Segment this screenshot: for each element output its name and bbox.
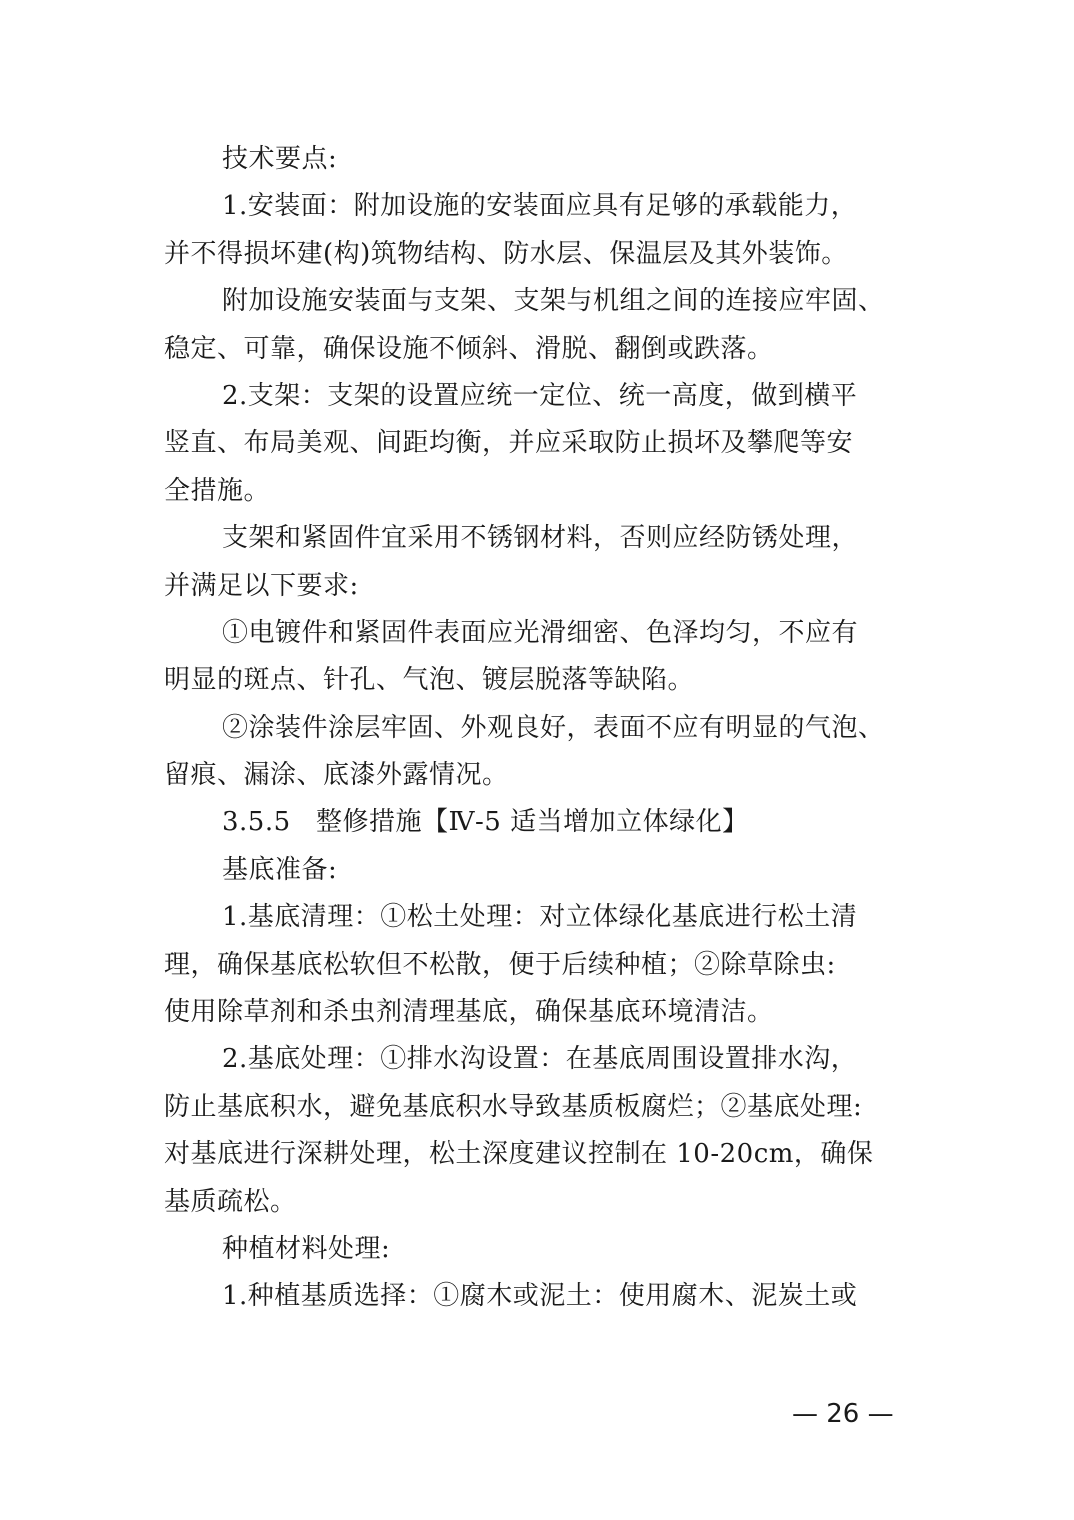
line-text: 基底准备: [222,854,338,885]
line-text: 2.基底处理：①排水沟设置：在基底周围设置排水沟， [222,1044,858,1075]
body-text [164,136,924,1321]
line-text: 稳定、可靠，确保设施不倾斜、滑脱、翻倒或跌落。 [164,333,774,364]
text-line [164,563,924,610]
text-line [164,136,924,183]
text-line [164,752,924,799]
section-number: 3.5.5 [222,807,291,838]
text-line [164,515,924,562]
text-line [164,610,924,657]
line-text: ①电镀件和紧固件表面应光滑细密、色泽均匀，不应有 [222,617,859,648]
text-line [164,894,924,941]
line-text: 附加设施安装面与支架、支架与机组之间的连接应牢固、 [222,286,885,317]
line-text: 技术要点: [222,144,338,174]
line-text: 使用除草剂和杀虫剂清理基底，确保基底环境清洁。 [164,997,774,1028]
line-text: 明显的斑点、针孔、气泡、镀层脱落等缺陷。 [164,665,695,696]
text-line [164,705,924,752]
line-text: 并不得损坏建(构)筑物结构、防水层、保温层及其外装饰。 [164,238,848,269]
page-number: — 26 — [792,1399,894,1429]
line-text: 理，确保基底松软但不松散，便于后续种植；②除草除虫: [164,949,836,980]
line-text: ②涂装件涂层牢固、外观良好，表面不应有明显的气泡、 [222,712,885,743]
line-text: 并满足以下要求: [164,570,359,601]
text-line [164,1084,924,1131]
line-text: 1.基底清理：①松土处理：对立体绿化基底进行松土清 [222,902,858,933]
text-line [164,278,924,325]
text-line [164,183,924,230]
text-line [164,1273,924,1320]
text-line [164,420,924,467]
text-line [164,1131,924,1178]
line-text: 留痕、漏涂、底漆外露情况。 [164,760,509,791]
line-text: 竖直、布局美观、间距均衡，并应采取防止损坏及攀爬等安 [164,428,854,459]
text-line [164,657,924,704]
text-line [164,942,924,989]
line-text: 全措施。 [164,475,271,506]
line-text: 1.种植基质选择：①腐木或泥土：使用腐木、泥炭土或 [222,1281,858,1312]
text-line [164,1226,924,1273]
section-heading [164,799,924,846]
line-text: 防止基底积水，避免基底积水导致基质板腐烂；②基底处理: [164,1091,863,1122]
text-line [164,326,924,373]
line-text: 对基底进行深耕处理，松土深度建议控制在 10-20cm，确保 [164,1139,874,1170]
text-line [164,231,924,278]
line-text: 1.安装面：附加设施的安装面应具有足够的承载能力， [222,191,858,222]
text-line [164,1179,924,1226]
text-line [164,468,924,515]
line-text: 种植材料处理: [222,1233,391,1264]
section-title: 整修措施【Ⅳ-5 适当增加立体绿化】 [316,807,749,838]
text-line [164,989,924,1036]
text-line [164,1036,924,1083]
line-text: 支架和紧固件宜采用不锈钢材料，否则应经防锈处理， [222,523,859,554]
text-line [164,847,924,894]
line-text: 基质疏松。 [164,1186,297,1217]
text-line [164,373,924,420]
line-text: 2.支架：支架的设置应统一定位、统一高度，做到横平 [222,380,858,411]
